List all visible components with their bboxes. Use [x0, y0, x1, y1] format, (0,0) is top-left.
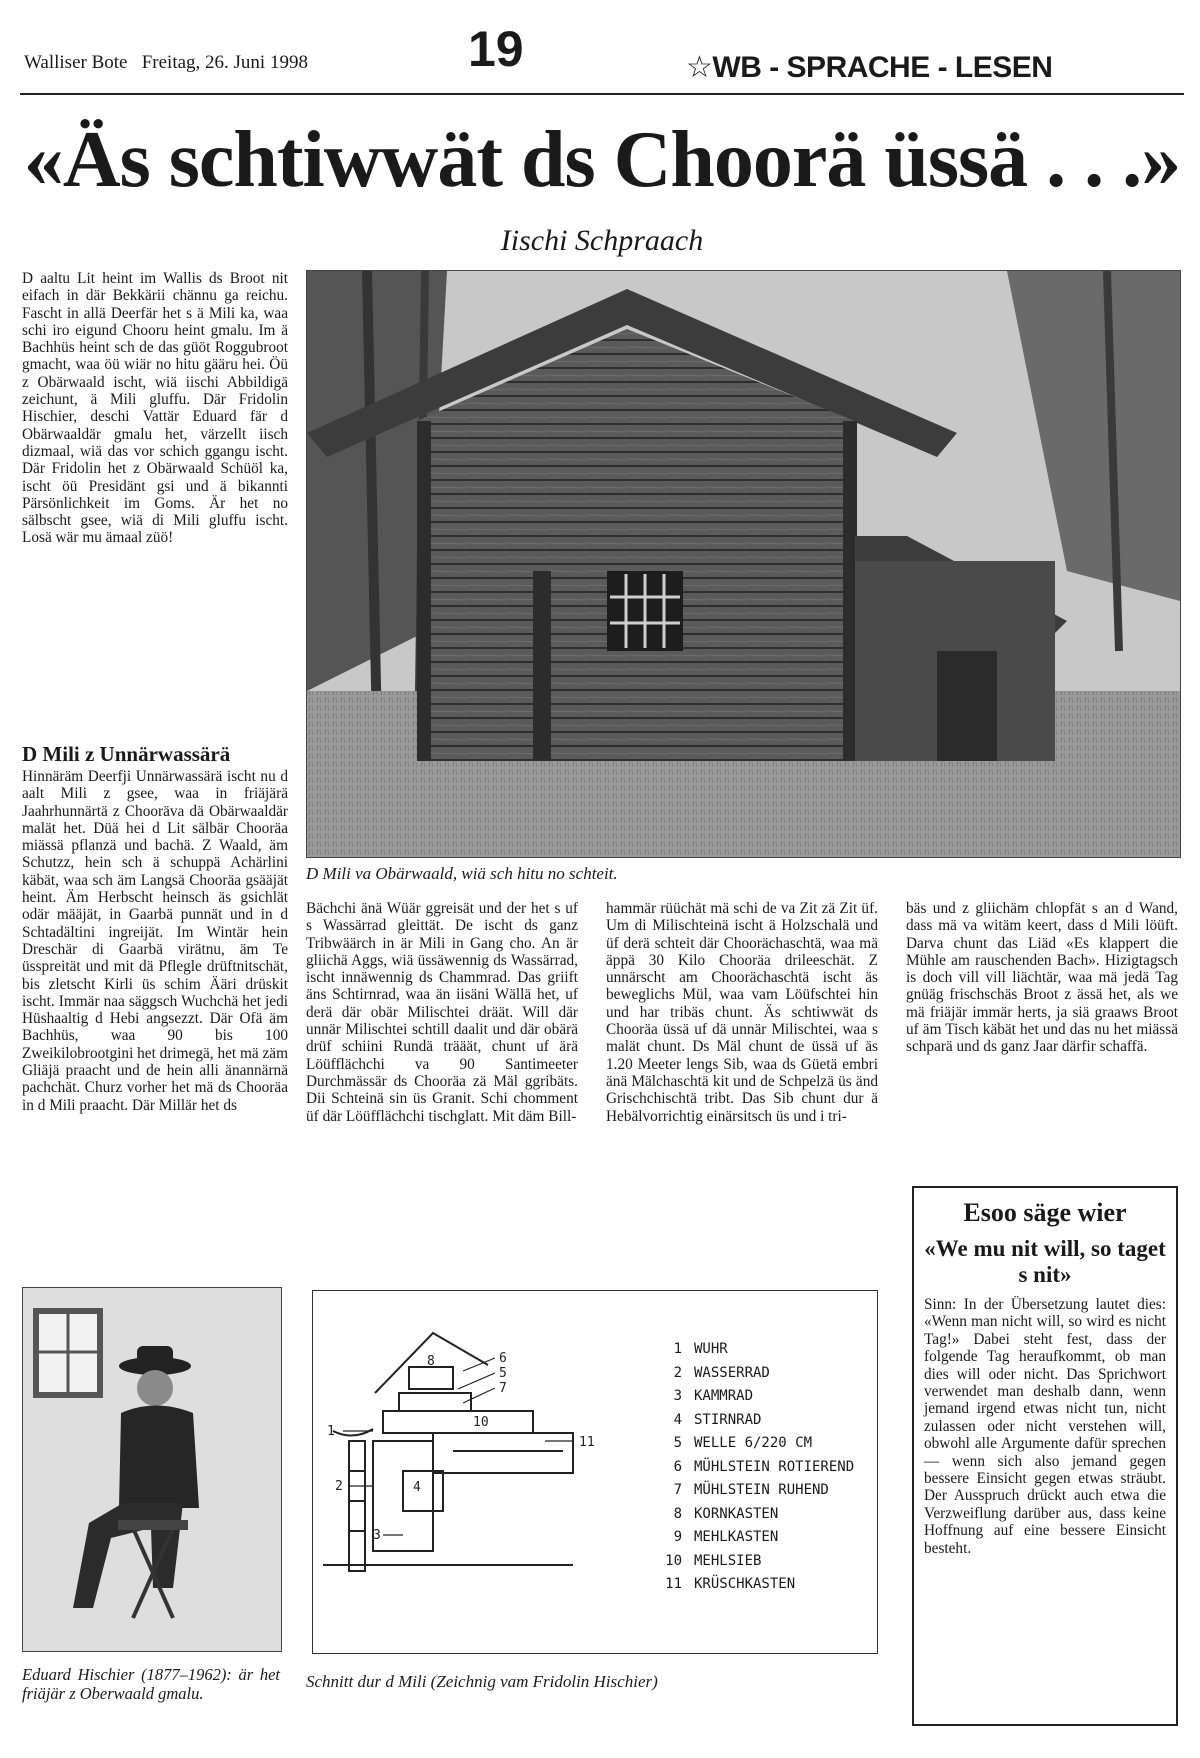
masthead-rule	[20, 93, 1184, 95]
saying-title: Esoo säge wier	[963, 1198, 1127, 1227]
newspaper-date: Walliser Bote Freitag, 26. Juni 1998	[24, 52, 308, 73]
section-tag	[686, 52, 1052, 84]
portrait-caption: Eduard Hischier (1877–1962): är het friäjär z Oberwaald gmalu.	[22, 1665, 280, 1703]
section-heading: D Mili z Unnärwassärä	[22, 742, 231, 766]
article-column-4: bäs und z gliichäm chlopfät s an d Wand, dass mä va witäm keert, dass d Mili löüft. Darva chunt das Liäd «Es klappert die Mühle am rauschenden Bach». Hizigtagsch is doch vill vill liächtär, waa mä jedä Tag gnüäg frischschäs Broot z ässä het, als we mä friäjär immär herts, ja siä graaws Broot uf äm Tisch käbät het und das nu het miässä schparä und ds ganz Jaar därfir schaffä.	[906, 900, 1178, 1056]
saying-text: Sinn: In der Übersetzung lautet dies: «Wenn man nicht will, so wird es nicht Tag!» Dabei steht fest, dass der folgende Tag heraufkommt, ob man dies will oder nicht. Das Sprichwort verwendet man deshalb dann, wenn jemand irgend etwas nicht tun, nicht zulassen oder nicht verstehen will, obwohl alle Argumente dafür sprechen — wenn sich also jemand gegen bessere Einsicht gegen etwas sträubt. Der Ausspruch drückt auch etwa die Verzweiflung darüber aus, dass keine Hoffnung auf eine bessere Einsicht besteht.	[924, 1296, 1166, 1557]
article-column-3: hammär rüüchät mä schi de va Zit zä Zit üf. Um di Milischteinä ischt ä Holzschalä und üf derä schteit där Choorächaschtä, waa mä äppä 30 Kilo Chooräa drileeschät. Z unnärscht am Choorächaschtä ischt äs beweglichs Mül, waa vam Löüfschtei hin und har tribäs chunt. Äs schtiwwät ds Chooräa üssä uf dä unnär Milischtei, waa s malät chunt. Ds Mäl chunt de üssä uf äs 1.20 Meeter lengs Sib, waa ds Güetä embri änä Mälchaschtä kit und de Schpelzä üs änd Grischchischtä tribt. Das Sib chunt dur ä Hebälvorrichtig einärsitsch üs und i tri-	[606, 900, 878, 1125]
legend-item: 10 MEHLSIEB	[665, 1552, 762, 1569]
section-name: WB - SPRACHE - LESEN	[712, 51, 1053, 84]
legend-item: 3 KAMMRAD	[673, 1388, 754, 1404]
diagram-num-3: 3	[373, 1528, 381, 1543]
legend-item: 5 WELLE 6/220 CM	[673, 1435, 813, 1451]
legend-item: 11 KRÜSCHKASTEN	[665, 1576, 796, 1592]
legend-item: 4 STIRNRAD	[673, 1411, 762, 1428]
diagram-num-8: 8	[427, 1354, 435, 1369]
diagram-num-11: 11	[579, 1435, 595, 1450]
intro-paragraph: D aaltu Lit heint im Wallis ds Broot nit eifach in där Bekkärii chännu ga reichu. Fascht in allä Deerfär het s ä Mili ka, waa schi iro eigund Chooru heint gmalu. Im ä Bachhüs heint sch de das güöt Roggubroot gmacht, waa öü wiär no hitu gääru hei. Öü z Obärwaald ischt, wiä iischi Abbildigä zeichunt, ä Mili gluffu. Där Fridolin Hischier, deschi Vattär Eduard fär d Obärwaaldär gmalu het, värzellt iisch dizmaal, wiä das vor schich ggangu ischt. Där Fridolin het z Obärwaald Schüöl ka, ischt öü Presidänt gsi und ä bikannti Pärsönlichkeit im Goms. Är het no sälbscht gsee, wiä di Mili gluffu ischt. Losä wär mu ämaal züö!	[22, 270, 288, 547]
legend-item: 9 MEHLKASTEN	[673, 1529, 779, 1545]
diagram-num-10: 10	[473, 1415, 489, 1430]
page-number: 19	[468, 21, 524, 77]
legend-item: 6 MÜHLSTEIN ROTIEREND	[673, 1458, 855, 1475]
article-column-2: Bächchi änä Wüär ggreisät und der het s uf s Wassärrad gleittät. De ischt ds ganz Tribwäärch in är Mili in Gang cho. An är gliichä Aggs, wiä üssäwennig ds Wassärrad, ischt innäwennig ds Chammrad. Das griift äns Schtirnrad, waa än iisäni Wällä het, uf derä där obär Milischtei dräät. Will där unnär Milischtei schtill daalit und där obärä drüf schiini Rundä trääät, chunt uf ärä Löüfflächchi va 90 Santimeeter Durchmässär ds Chooräa zä Mäl ggribäts. Dii Schteinä sin üs Granit. Schi chomment üf där Löüfflächchi tischglatt. Mit däm Bill-	[306, 900, 578, 1125]
saying-quote: «We mu nit will, so taget s nit»	[924, 1236, 1166, 1287]
legend-item: 2 WASSERRAD	[673, 1364, 770, 1381]
diagram-num-7: 7	[499, 1381, 507, 1396]
diagram-legend	[658, 1338, 854, 1597]
mill-photo-caption: D Mili va Obärwaald, wiä sch hitu no schteit.	[306, 864, 618, 883]
section-paragraph: Hinnäräm Deerfji Unnärwassärä ischt nu d aalt Mili z gsee, waa in friäjärä Jaahrhunnärtä z Chooräva dä Obärwaaldär malät het. Düä hei d Lit sälbär Chooräa miässä pflanzä und bachä. Z Waald, äm Schutzz, hein sch ä schuppä Achärlini käbät, waa sch äm Langsä Chooräa gsääjät heint. Äm Herbscht heinsch äs gsichlät odär määjät, in Gaarbä punnät und in d Schtadältini ingreijät. Im Wintär hein Dreschär di Gaarbä virätnu, äm Te üsspreität und mit dä Pflegle drüftnitschät, bis zletscht Kirli üs schim Ääri drüskit ischt. Immär naa säggsch Wuchchä het jedi Hüshaaltig d Hebi angsezzt. Där Ofä äm Bachhüs, waa 90 bis 100 Zweikilobrootgini het drimegä, het mä zäm Gliäjä praacht und de hein alli änannärnä pachchät. Churz vorher het mä ds Chooräa in d Mili praacht. Där Millär het ds	[22, 768, 288, 1114]
diagram-num-5: 5	[499, 1366, 507, 1381]
legend-item: 1 WUHR	[673, 1341, 728, 1357]
legend-item: 8 KORNKASTEN	[673, 1505, 779, 1522]
diagram-num-2: 2	[335, 1479, 343, 1494]
diagram-num-4: 4	[413, 1480, 421, 1495]
section-block	[22, 742, 288, 1114]
portrait-photo	[22, 1287, 282, 1652]
mill-photo	[306, 270, 1181, 858]
article-headline: «Äs schtiwwät ds Choorä üssä . . .»	[23, 116, 1181, 204]
diagram-num-1: 1	[327, 1424, 335, 1439]
legend-item: 7 MÜHLSTEIN RUHEND	[673, 1482, 829, 1498]
star-icon: ☆	[686, 51, 713, 84]
saying-box	[912, 1186, 1178, 1726]
diagram-caption: Schnitt dur d Mili (Zeichnig vam Fridolin Hischier)	[306, 1672, 658, 1691]
diagram-num-6: 6	[499, 1351, 507, 1366]
article-subheadline: Iischi Schpraach	[500, 224, 704, 257]
